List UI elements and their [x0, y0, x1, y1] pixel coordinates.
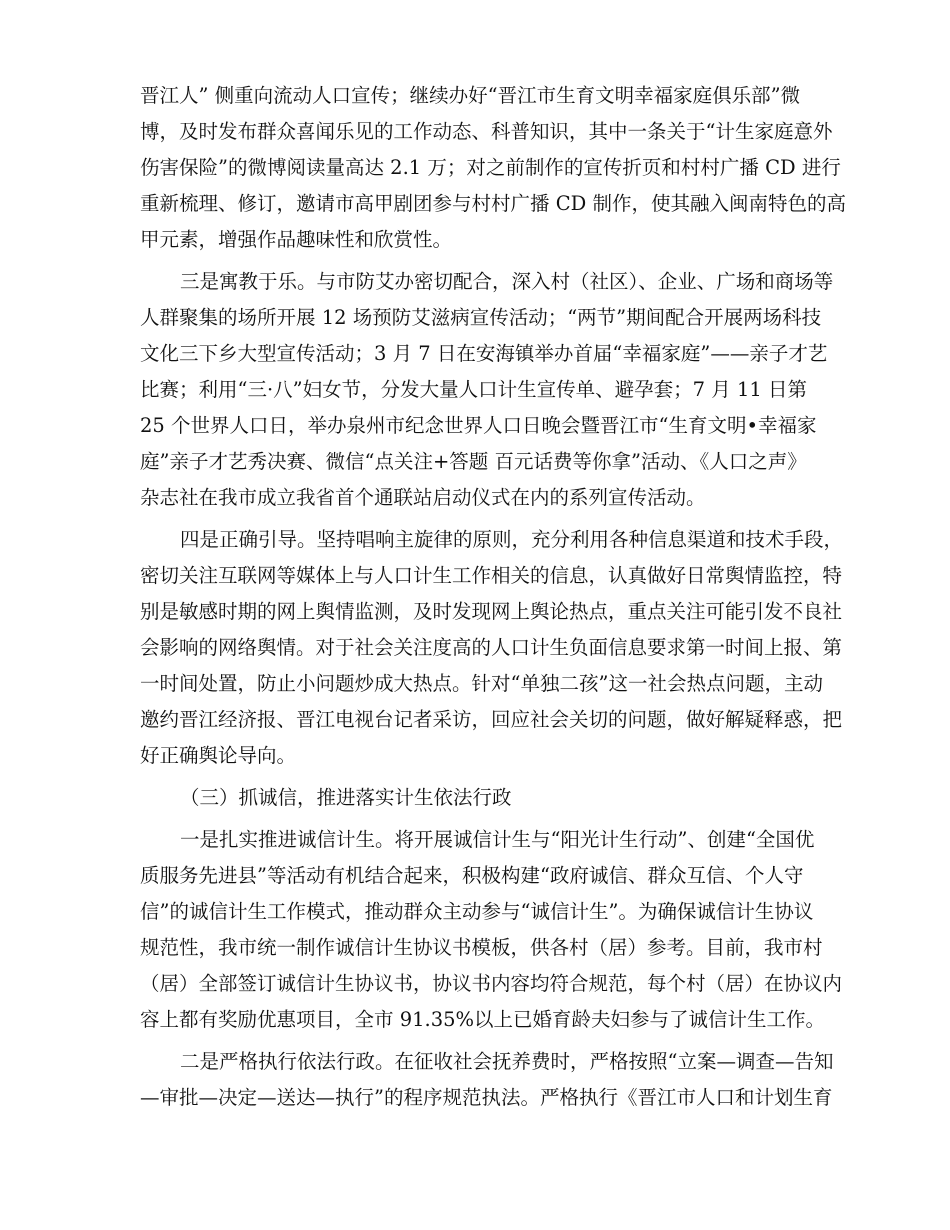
text-line: 庭”亲子才艺秀决赛、微信“点关注+答题 百元话费等你拿”活动、《人口之声》	[140, 450, 807, 473]
text-line: 晋江人” 侧重向流动人口宣传；继续办好“晋江市生育文明幸福家庭俱乐部”微	[140, 84, 801, 107]
text-line: 博，及时发布群众喜闻乐见的工作动态、科普知识，其中一条关于“计生家庭意外	[140, 120, 833, 143]
text-line: 伤害保险”的微博阅读量高达 2.1 万；对之前制作的宣传折页和村村广播 CD 进行	[140, 156, 841, 179]
text-line: 信”的诚信计生工作模式，推动群众主动参与“诚信计生”。为确保诚信计生协议	[140, 900, 814, 923]
text-line: 容上都有奖励优惠项目，全市 91.35%以上已婚育龄夫妇参与了诚信计生工作。	[140, 1008, 826, 1031]
text-line: 一是扎实推进诚信计生。将开展诚信计生与“阳光计生行动”、创建“全国优	[180, 828, 815, 851]
text-line: 三是寓教于乐。与市防艾办密切配合，深入村（社区）、企业、广场和商场等	[180, 270, 834, 293]
text-line: 比赛；利用“三·八”妇女节，分发大量人口计生宣传单、避孕套；7 月 11 日第	[140, 378, 807, 401]
text-line: 别是敏感时期的网上舆情监测，及时发现网上舆论热点，重点关注可能引发不良社	[140, 600, 843, 623]
document-body	[140, 78, 846, 1116]
text-line: 规范性，我市统一制作诚信计生协议书模板，供各村（居）参考。目前，我市村	[140, 936, 823, 959]
text-line: 杂志社在我市成立我省首个通联站启动仪式在内的系列宣传活动。	[140, 486, 706, 509]
text-line: 密切关注互联网等媒体上与人口计生工作相关的信息，认真做好日常舆情监控，特	[140, 564, 843, 587]
text-line: 重新梳理、修订，邀请市高甲剧团参与村村广播 CD 制作，使其融入闽南特色的高	[140, 192, 846, 215]
text-line: 二是严格执行依法行政。在征收社会抚养费时，严格按照“立案—调查—告知	[180, 1050, 834, 1073]
text-line: 甲元素，增强作品趣味性和欣赏性。	[140, 228, 453, 251]
text-line: 邀约晋江经济报、晋江电视台记者采访，回应社会关切的问题，做好解疑释惑，把	[140, 708, 843, 731]
text-line: 好正确舆论导向。	[140, 744, 297, 767]
text-line: 四是正确引导。坚持唱响主旋律的原则，充分利用各种信息渠道和技术手段，	[180, 528, 844, 551]
text-line: —审批—决定—送达—执行”的程序规范执法。严格执行《晋江市人口和计划生育	[140, 1086, 833, 1109]
text-line: 文化三下乡大型宣传活动；3 月 7 日在安海镇举办首届“幸福家庭”——亲子才艺	[140, 342, 828, 365]
text-line: （三）抓诚信，推进落实计生依法行政	[180, 786, 512, 809]
text-line: （居）全部签订诚信计生协议书，协议书内容均符合规范，每个村（居）在协议内	[140, 972, 843, 995]
text-line: 25 个世界人口日，举办泉州市纪念世界人口日晚会暨晋江市“生育文明•幸福家	[140, 414, 817, 437]
text-line: 质服务先进县”等活动有机结合起来，积极构建“政府诚信、群众互信、个人守	[140, 864, 804, 887]
text-line: 会影响的网络舆情。对于社会关注度高的人口计生负面信息要求第一时间上报、第	[140, 636, 843, 659]
text-line: 一时间处置，防止小问题炒成大热点。针对“单独二孩”这一社会热点问题，主动	[140, 672, 823, 695]
text-line: 人群聚集的场所开展 12 场预防艾滋病宣传活动；“两节”期间配合开展两场科技	[140, 306, 822, 329]
